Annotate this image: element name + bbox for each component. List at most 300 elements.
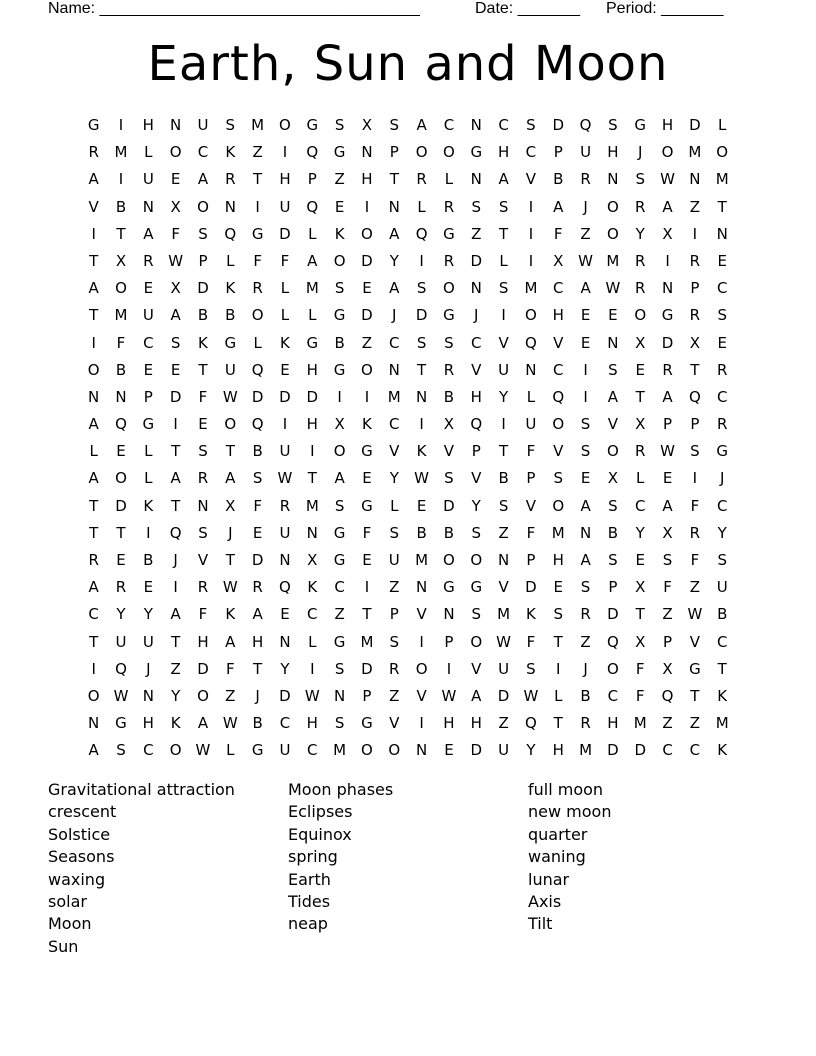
grid-letter: N <box>142 197 154 216</box>
grid-letter: A <box>389 224 400 243</box>
grid-letter: B <box>143 551 154 569</box>
grid-letter: N <box>415 578 428 597</box>
grid-letter: G <box>470 143 483 162</box>
word-bank-item: new moon <box>528 802 612 822</box>
grid-letter: S <box>198 442 208 461</box>
grid-row <box>80 574 736 601</box>
grid-letter: F <box>253 251 262 270</box>
grid-letter: S <box>444 469 454 488</box>
grid-letter: Q <box>115 659 127 678</box>
grid-letter: K <box>307 578 318 597</box>
grid-letter: O <box>552 415 565 434</box>
grid-letter: B <box>252 442 263 461</box>
grid-letter: S <box>526 659 536 678</box>
word-bank-item: Tides <box>288 892 331 912</box>
grid-letter: V <box>197 551 209 569</box>
word-bank-item: quarter <box>528 824 588 844</box>
grid-letter: F <box>171 224 180 243</box>
grid-letter: F <box>198 387 208 406</box>
grid-letter: U <box>498 360 510 379</box>
grid-letter: W <box>523 686 539 705</box>
grid-letter: Z <box>689 197 701 216</box>
grid-letter: Z <box>252 143 263 162</box>
grid-letter: S <box>389 632 400 651</box>
grid-letter: N <box>170 116 182 134</box>
grid-letter: T <box>89 523 99 542</box>
grid-letter: L <box>526 387 536 406</box>
grid-letter: A <box>580 496 591 515</box>
grid-letter: A <box>389 279 400 298</box>
grid-letter: O <box>661 143 674 162</box>
grid-letter: Q <box>251 360 264 379</box>
grid-letter: Z <box>689 714 701 733</box>
grid-letter: I <box>337 387 342 406</box>
grid-letter: D <box>470 741 483 760</box>
grid-letter: D <box>525 578 537 597</box>
grid-letter: G <box>361 714 373 733</box>
grid-letter: X <box>225 496 236 515</box>
grid-letter: V <box>607 415 619 434</box>
grid-letter: V <box>443 442 455 461</box>
grid-letter: D <box>470 251 483 270</box>
grid-letter: E <box>635 551 645 569</box>
grid-letter: J <box>173 551 178 569</box>
grid-letter: X <box>170 279 181 298</box>
grid-letter: R <box>635 197 646 216</box>
grid-letter: O <box>361 741 373 760</box>
grid-letter: M <box>524 279 538 298</box>
grid-letter: G <box>716 442 729 461</box>
grid-letter: I <box>255 197 260 216</box>
grid-letter: B <box>580 686 591 705</box>
grid-row <box>80 683 736 710</box>
grid-letter: Q <box>525 714 537 733</box>
grid-letter: R <box>143 251 154 270</box>
grid-letter: J <box>719 469 725 488</box>
grid-letter: J <box>228 523 233 542</box>
grid-letter: L <box>718 116 727 134</box>
grid-letter: O <box>169 741 182 760</box>
grid-letter: R <box>635 279 646 298</box>
grid-letter: R <box>689 306 701 325</box>
grid-letter: J <box>255 686 260 705</box>
grid-letter: S <box>389 116 400 134</box>
grid-letter: Q <box>688 387 701 406</box>
grid-letter: Y <box>280 659 290 678</box>
grid-letter: P <box>471 442 481 461</box>
grid-letter: E <box>143 279 154 298</box>
grid-letter: A <box>580 279 591 298</box>
grid-letter: U <box>197 116 209 134</box>
grid-letter: E <box>608 306 618 325</box>
word-bank-item: Gravitational attraction <box>48 780 235 799</box>
grid-letter: S <box>334 279 345 298</box>
grid-letter: D <box>552 116 565 134</box>
grid-letter: N <box>279 551 291 569</box>
word-bank-item: Tilt <box>528 914 553 934</box>
grid-letter: S <box>471 523 482 542</box>
grid-letter: D <box>497 686 510 705</box>
grid-letter: V <box>471 659 482 678</box>
grid-letter: D <box>251 551 264 569</box>
grid-letter: P <box>690 415 700 434</box>
grid-letter: I <box>173 578 178 597</box>
grid-letter: V <box>689 632 701 651</box>
grid-letter: I <box>419 714 424 733</box>
grid-letter: L <box>280 279 290 298</box>
grid-letter: M <box>497 605 511 624</box>
grid-letter: F <box>526 632 536 651</box>
grid-letter: S <box>334 659 345 678</box>
grid-letter: S <box>389 523 400 542</box>
grid-letter: X <box>553 251 564 270</box>
grid-letter: T <box>553 632 563 651</box>
grid-letter: R <box>443 197 455 216</box>
grid-letter: E <box>280 605 290 624</box>
grid-letter: O <box>361 224 373 243</box>
grid-letter: O <box>115 279 127 298</box>
grid-letter: W <box>496 632 511 651</box>
grid-letter: K <box>362 415 372 434</box>
grid-letter: N <box>415 741 428 760</box>
grid-letter: U <box>142 170 154 189</box>
grid-letter: H <box>142 714 154 733</box>
grid-letter: E <box>580 306 591 325</box>
grid-letter: D <box>279 387 291 406</box>
grid-letter: Q <box>169 523 182 542</box>
grid-letter: I <box>583 360 588 379</box>
grid-letter: F <box>690 551 700 569</box>
grid-letter: M <box>333 741 347 760</box>
grid-letter: I <box>665 251 670 270</box>
grid-letter: B <box>498 469 509 488</box>
grid-letter: X <box>662 224 673 243</box>
grid-letter: D <box>443 496 455 515</box>
grid-letter: S <box>690 442 700 461</box>
word-bank-item: waning <box>528 847 586 867</box>
grid-letter: I <box>419 251 424 270</box>
grid-letter: K <box>225 279 236 298</box>
grid-letter: S <box>471 197 482 216</box>
grid-letter: T <box>89 306 99 325</box>
grid-letter: B <box>252 714 263 733</box>
grid-letter: C <box>689 741 701 760</box>
grid-letter: F <box>663 578 672 597</box>
grid-letter: D <box>361 659 373 678</box>
grid-letter: E <box>198 415 208 434</box>
grid-row <box>80 384 736 411</box>
grid-letter: R <box>716 360 728 379</box>
grid-letter: L <box>144 442 153 461</box>
grid-letter: V <box>389 714 400 733</box>
grid-letter: Y <box>389 251 399 270</box>
word-bank-column-1 <box>48 779 288 958</box>
grid-letter: M <box>688 143 702 162</box>
grid-letter: J <box>392 306 397 325</box>
grid-letter: R <box>88 551 99 569</box>
grid-letter: V <box>416 605 427 624</box>
grid-letter: I <box>118 170 124 189</box>
grid-letter: N <box>197 496 209 515</box>
grid-letter: A <box>225 632 236 651</box>
grid-letter: G <box>443 224 455 243</box>
grid-letter: J <box>146 659 151 678</box>
grid-letter: V <box>525 496 537 515</box>
grid-letter: C <box>143 741 154 760</box>
grid-letter: O <box>197 686 209 705</box>
grid-row <box>80 330 736 357</box>
grid-letter: O <box>634 306 647 325</box>
grid-letter: D <box>607 741 619 760</box>
grid-letter: N <box>224 197 236 216</box>
grid-letter: S <box>498 197 509 216</box>
grid-row <box>80 438 736 465</box>
grid-letter: D <box>689 116 701 134</box>
grid-letter: E <box>362 279 372 298</box>
grid-letter: C <box>443 116 455 134</box>
grid-row <box>80 275 736 302</box>
grid-letter: A <box>498 170 509 189</box>
grid-letter: Q <box>306 143 319 162</box>
grid-letter: O <box>716 143 729 162</box>
grid-letter: A <box>88 469 99 488</box>
grid-letter: S <box>334 496 345 515</box>
grid-letter: B <box>607 523 619 542</box>
grid-letter: X <box>443 415 455 434</box>
grid-letter: I <box>501 306 506 325</box>
grid-letter: R <box>115 578 127 597</box>
grid-letter: O <box>224 415 237 434</box>
word-bank-item: Equinox <box>288 824 352 844</box>
word-bank-item: solar <box>48 892 87 912</box>
grid-letter: A <box>88 279 99 298</box>
grid-letter: A <box>416 116 427 134</box>
grid-letter: E <box>362 551 372 569</box>
grid-letter: Z <box>662 714 673 733</box>
grid-letter: P <box>690 279 700 298</box>
grid-letter: U <box>142 306 154 325</box>
grid-letter: R <box>252 279 263 298</box>
grid-letter: I <box>173 415 178 434</box>
grid-letter: J <box>583 659 588 678</box>
grid-letter: A <box>307 251 318 270</box>
grid-letter: F <box>635 659 645 678</box>
grid-letter: O <box>333 251 346 270</box>
grid-letter: N <box>279 632 291 651</box>
grid-letter: T <box>717 197 727 216</box>
grid-letter: L <box>144 469 153 488</box>
grid-letter: G <box>142 415 155 434</box>
grid-letter: E <box>444 741 454 760</box>
grid-letter: T <box>89 632 99 651</box>
period-line: Period: _______ <box>606 0 724 17</box>
grid-letter: K <box>280 333 290 352</box>
grid-letter: W <box>277 469 293 488</box>
date-line: Date: _______ <box>475 0 580 17</box>
grid-letter: R <box>716 415 728 434</box>
grid-letter: M <box>114 306 128 325</box>
grid-letter: O <box>197 197 209 216</box>
grid-letter: S <box>608 360 618 379</box>
grid-letter: W <box>660 442 675 461</box>
grid-row <box>80 112 736 139</box>
grid-letter: E <box>334 197 345 216</box>
word-bank-item: waxing <box>48 869 106 889</box>
grid-letter: A <box>607 387 619 406</box>
grid-letter: M <box>387 387 401 406</box>
grid-letter: Q <box>552 387 565 406</box>
grid-letter: W <box>578 251 593 270</box>
grid-letter: J <box>474 306 479 325</box>
grid-letter: A <box>88 578 99 597</box>
grid-letter: I <box>419 632 424 651</box>
word-bank-item: lunar <box>528 869 570 889</box>
grid-letter: X <box>170 197 181 216</box>
grid-letter: G <box>689 659 701 678</box>
grid-letter: A <box>170 605 181 624</box>
grid-row <box>80 166 736 193</box>
grid-letter: F <box>280 251 290 270</box>
grid-letter: O <box>169 143 182 162</box>
grid-letter: T <box>253 659 263 678</box>
grid-letter: L <box>144 143 153 162</box>
grid-letter: N <box>579 523 592 542</box>
grid-letter: S <box>225 116 236 134</box>
word-bank-column-3 <box>528 779 768 936</box>
grid-letter: X <box>307 551 318 569</box>
grid-letter: E <box>635 360 645 379</box>
grid-letter: R <box>197 469 209 488</box>
grid-letter: G <box>361 442 373 461</box>
grid-letter: Q <box>306 197 319 216</box>
grid-letter: W <box>113 686 129 705</box>
grid-letter: S <box>553 605 563 624</box>
grid-letter: G <box>333 551 346 569</box>
grid-letter: I <box>528 224 534 243</box>
grid-letter: H <box>443 714 455 733</box>
grid-letter: C <box>553 279 564 298</box>
grid-letter: V <box>389 442 400 461</box>
grid-letter: A <box>197 170 209 189</box>
grid-letter: N <box>415 387 428 406</box>
grid-letter: Q <box>415 224 428 243</box>
grid-row <box>80 520 736 547</box>
grid-letter: O <box>606 224 619 243</box>
grid-letter: I <box>282 143 288 162</box>
grid-letter: E <box>553 578 563 597</box>
grid-letter: X <box>689 333 701 352</box>
grid-row <box>80 221 736 248</box>
grid-letter: G <box>251 224 264 243</box>
grid-letter: S <box>553 469 563 488</box>
grid-letter: I <box>146 523 151 542</box>
grid-letter: R <box>416 170 427 189</box>
grid-letter: F <box>526 523 536 542</box>
grid-letter: R <box>689 523 701 542</box>
grid-letter: N <box>88 714 100 733</box>
grid-letter: O <box>443 551 455 569</box>
grid-row <box>80 737 736 764</box>
grid-letter: E <box>280 360 290 379</box>
grid-letter: B <box>443 523 455 542</box>
grid-letter: R <box>580 605 591 624</box>
grid-letter: V <box>471 360 482 379</box>
grid-letter: H <box>552 306 564 325</box>
word-bank-item: Earth <box>288 869 331 889</box>
grid-letter: N <box>689 170 701 189</box>
grid-letter: E <box>143 578 154 597</box>
grid-letter: S <box>198 523 208 542</box>
grid-letter: N <box>115 387 127 406</box>
grid-letter: E <box>252 523 263 542</box>
grid-letter: I <box>556 659 561 678</box>
grid-letter: N <box>716 224 728 243</box>
grid-letter: K <box>170 714 181 733</box>
grid-letter: Q <box>224 224 237 243</box>
grid-letter: D <box>415 306 428 325</box>
grid-letter: U <box>279 197 291 216</box>
grid-letter: Z <box>662 605 673 624</box>
grid-letter: O <box>443 143 455 162</box>
grid-letter: K <box>717 686 728 705</box>
grid-letter: I <box>118 116 124 134</box>
grid-letter: A <box>170 306 181 325</box>
grid-letter: Y <box>717 523 727 542</box>
grid-letter: P <box>663 632 673 651</box>
grid-letter: V <box>88 197 99 216</box>
grid-letter: C <box>553 360 564 379</box>
grid-letter: L <box>554 686 563 705</box>
grid-letter: X <box>607 469 619 488</box>
grid-letter: T <box>253 170 263 189</box>
worksheet-header <box>48 0 768 20</box>
grid-letter: S <box>416 279 427 298</box>
word-bank-item: Sun <box>48 936 79 956</box>
grid-letter: T <box>499 442 509 461</box>
grid-letter: Q <box>251 415 264 434</box>
grid-letter: Y <box>499 387 509 406</box>
page-title: Earth, Sun and Moon <box>147 36 669 92</box>
grid-letter: C <box>607 686 619 705</box>
grid-letter: R <box>443 360 455 379</box>
word-bank-item: Axis <box>528 892 562 912</box>
grid-letter: G <box>470 578 483 597</box>
grid-letter: H <box>552 741 564 760</box>
grid-letter: C <box>389 415 400 434</box>
grid-letter: S <box>580 442 591 461</box>
grid-row <box>80 710 736 737</box>
grid-letter: M <box>114 143 128 162</box>
grid-letter: W <box>222 387 238 406</box>
grid-letter: L <box>89 442 98 461</box>
word-bank-column-2 <box>288 779 528 936</box>
grid-letter: C <box>498 116 509 134</box>
grid-letter: R <box>662 360 673 379</box>
grid-letter: S <box>444 333 454 352</box>
grid-letter: A <box>580 551 591 569</box>
grid-letter: I <box>364 197 370 216</box>
grid-letter: A <box>225 469 236 488</box>
grid-letter: Z <box>361 333 373 352</box>
grid-letter: M <box>551 523 565 542</box>
grid-letter: X <box>361 116 373 134</box>
grid-letter: G <box>443 306 455 325</box>
grid-letter: L <box>280 306 290 325</box>
grid-letter: C <box>525 143 537 162</box>
grid-letter: S <box>635 170 645 189</box>
grid-letter: Z <box>334 605 345 624</box>
grid-letter: H <box>306 360 318 379</box>
